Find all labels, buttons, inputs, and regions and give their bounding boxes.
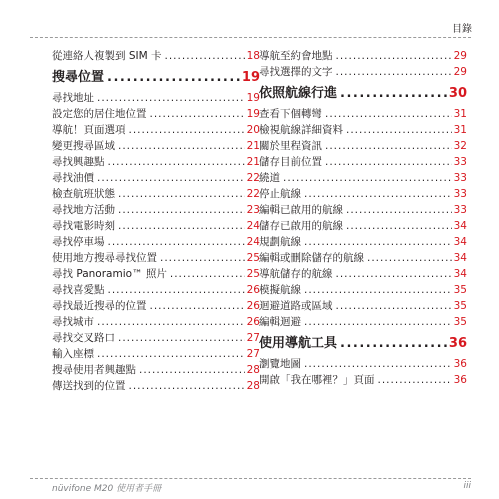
- toc-entry[interactable]: [52, 170, 260, 186]
- toc-entry[interactable]: [259, 170, 467, 186]
- toc-entry-title: 尋找興趣點: [52, 156, 105, 168]
- toc-section-heading[interactable]: [259, 332, 467, 356]
- toc-entry[interactable]: [259, 186, 467, 202]
- toc-entry[interactable]: [52, 362, 260, 378]
- toc-left-column: [52, 48, 260, 394]
- toc-page-number: 33: [453, 188, 467, 200]
- dot-leader: [118, 218, 245, 234]
- toc-entry[interactable]: [52, 48, 260, 64]
- toc-entry-title: 導航至約會地點: [259, 50, 333, 62]
- toc-page-number: 25: [246, 268, 260, 280]
- toc-page-number: 26: [246, 284, 260, 296]
- toc-entry-title: 編輯迴避: [259, 316, 301, 328]
- dot-leader: [108, 234, 245, 250]
- toc-entry[interactable]: [259, 282, 467, 298]
- dot-leader: [118, 186, 245, 202]
- header-divider: [30, 37, 471, 38]
- dot-leader: [336, 266, 452, 282]
- dot-leader: [165, 48, 245, 64]
- toc-entry-title: 規劃航線: [259, 236, 301, 248]
- dot-leader: [340, 82, 447, 106]
- toc-page-number: 26: [246, 316, 260, 328]
- toc-entry-title: 設定您的居住地位置: [52, 108, 147, 120]
- toc-entry-title: 尋找地址: [52, 92, 94, 104]
- toc-page-number: 32: [453, 140, 467, 152]
- dot-leader: [129, 122, 245, 138]
- dot-leader: [107, 66, 240, 90]
- dot-leader: [108, 282, 245, 298]
- toc-page-number: 33: [453, 172, 467, 184]
- toc-page-number: 35: [453, 284, 467, 296]
- toc-page-number: 25: [246, 252, 260, 264]
- toc-entry-title: 使用導航工具: [259, 336, 338, 351]
- toc-entry[interactable]: [259, 298, 467, 314]
- toc-page-number: 30: [448, 86, 467, 101]
- toc-page-number: 33: [453, 204, 467, 216]
- toc-entry[interactable]: [259, 138, 467, 154]
- toc-entry-title: 搜尋使用者興趣點: [52, 364, 136, 376]
- toc-section-heading[interactable]: [259, 82, 467, 106]
- dot-leader: [304, 356, 452, 372]
- dot-leader: [108, 154, 245, 170]
- toc-entry[interactable]: [259, 154, 467, 170]
- dot-leader: [118, 138, 245, 154]
- toc-entry-title: 變更搜尋區域: [52, 140, 115, 152]
- page-number: iii: [463, 481, 471, 491]
- dot-leader: [304, 186, 452, 202]
- toc-entry-title: 導航儲存的航線: [259, 268, 333, 280]
- toc-entry[interactable]: [259, 234, 467, 250]
- toc-entry-title: 繞道: [259, 172, 280, 184]
- toc-entry-title: 尋找地方活動: [52, 204, 115, 216]
- toc-page-number: 35: [453, 300, 467, 312]
- dot-leader: [340, 332, 447, 356]
- toc-entry[interactable]: [259, 64, 467, 80]
- dot-leader: [97, 314, 245, 330]
- toc-entry[interactable]: [259, 266, 467, 282]
- toc-entry[interactable]: [52, 218, 260, 234]
- dot-leader: [304, 314, 452, 330]
- toc-entry-title: 編輯已啟用的航線: [259, 204, 343, 216]
- toc-entry[interactable]: [259, 202, 467, 218]
- dot-leader: [118, 202, 245, 218]
- dot-leader: [367, 250, 452, 266]
- toc-entry[interactable]: [259, 250, 467, 266]
- toc-page-number: 29: [453, 66, 467, 78]
- dot-leader: [325, 138, 452, 154]
- toc-entry[interactable]: [259, 122, 467, 138]
- toc-page-number: 20: [246, 124, 260, 136]
- toc-page-number: 19: [246, 108, 260, 120]
- toc-entry[interactable]: [52, 138, 260, 154]
- toc-entry-title: 搜尋位置: [52, 70, 105, 85]
- toc-page-number: 29: [453, 50, 467, 62]
- dot-leader: [336, 48, 452, 64]
- toc-entry-title: 停止航線: [259, 188, 301, 200]
- toc-page-number: 36: [453, 358, 467, 370]
- toc-entry-title: 使用地方搜尋尋找位置: [52, 252, 157, 264]
- toc-page-number: 36: [448, 336, 467, 351]
- toc-page-number: 22: [246, 172, 260, 184]
- toc-entry[interactable]: [52, 282, 260, 298]
- toc-entry-title: 尋找電影時刻: [52, 220, 115, 232]
- toc-page-number: 35: [453, 316, 467, 328]
- toc-entry[interactable]: [52, 90, 260, 106]
- toc-entry-title: 模擬航線: [259, 284, 301, 296]
- dot-leader: [325, 154, 452, 170]
- toc-entry-title: 尋找停車場: [52, 236, 105, 248]
- dot-leader: [346, 202, 452, 218]
- dot-leader: [160, 250, 245, 266]
- toc-entry-title: 編輯或刪除儲存的航線: [259, 252, 364, 264]
- toc-entry-title: 導航！頁面選項: [52, 124, 126, 136]
- toc-page-number: 26: [246, 300, 260, 312]
- toc-page-number: 36: [453, 374, 467, 386]
- toc-page-number: 28: [246, 364, 260, 376]
- toc-page-number: 28: [246, 380, 260, 392]
- toc-page-number: 24: [246, 220, 260, 232]
- toc-page-number: 27: [246, 348, 260, 360]
- toc-entry[interactable]: [52, 330, 260, 346]
- toc-entry[interactable]: [52, 314, 260, 330]
- toc-entry-title: 尋找交叉路口: [52, 332, 115, 344]
- dot-leader: [129, 378, 245, 394]
- toc-page-number: 31: [453, 108, 467, 120]
- toc-entry-title: 檢視航線詳細資料: [259, 124, 343, 136]
- dot-leader: [118, 330, 245, 346]
- toc-entry-title: 儲存目前位置: [259, 156, 322, 168]
- toc-page-number: 23: [246, 204, 260, 216]
- dot-leader: [97, 346, 245, 362]
- toc-entry-title: 依照航線行進: [259, 86, 338, 101]
- dot-leader: [150, 298, 245, 314]
- dot-leader: [304, 234, 452, 250]
- toc-page-number: 21: [246, 140, 260, 152]
- toc-page-number: 19: [241, 70, 260, 85]
- toc-entry-title: 尋找城市: [52, 316, 94, 328]
- toc-entry[interactable]: [259, 48, 467, 64]
- toc-right-column: [259, 48, 467, 388]
- toc-entry[interactable]: [52, 378, 260, 394]
- toc-entry-title: 尋找喜愛點: [52, 284, 105, 296]
- dot-leader: [170, 266, 245, 282]
- header-title: 目錄: [452, 24, 472, 35]
- toc-entry[interactable]: [52, 122, 260, 138]
- footer-divider: [30, 478, 471, 479]
- toc-entry-title: 檢查航班狀態: [52, 188, 115, 200]
- toc-entry[interactable]: [52, 106, 260, 122]
- toc-page-number: 19: [246, 92, 260, 104]
- toc-entry[interactable]: [52, 298, 260, 314]
- toc-section-heading[interactable]: [52, 66, 260, 90]
- dot-leader: [97, 90, 245, 106]
- toc-entry[interactable]: [52, 266, 260, 282]
- toc-entry-title: 迴避道路或區域: [259, 300, 333, 312]
- toc-page-number: 34: [453, 268, 467, 280]
- dot-leader: [150, 106, 245, 122]
- toc-page-number: 24: [246, 236, 260, 248]
- toc-entry-title: 尋找油價: [52, 172, 94, 184]
- dot-leader: [325, 106, 452, 122]
- toc-entry-title: 瀏覽地圖: [259, 358, 301, 370]
- dot-leader: [139, 362, 245, 378]
- dot-leader: [283, 170, 452, 186]
- toc-entry-title: 尋找 Panoramio™ 照片: [52, 268, 167, 280]
- dot-leader: [378, 372, 452, 388]
- toc-entry-title: 尋找最近搜尋的位置: [52, 300, 147, 312]
- toc-page-number: 34: [453, 220, 467, 232]
- toc-page-number: 18: [246, 50, 260, 62]
- toc-entry-title: 傳送找到的位置: [52, 380, 126, 392]
- dot-leader: [346, 218, 452, 234]
- toc-entry-title: 儲存已啟用的航線: [259, 220, 343, 232]
- toc-entry[interactable]: [259, 356, 467, 372]
- toc-entry-title: 關於里程資訊: [259, 140, 322, 152]
- toc-entry-title: 從連絡人複製到 SIM 卡: [52, 50, 162, 62]
- toc-entry[interactable]: [52, 202, 260, 218]
- toc-entry[interactable]: [52, 154, 260, 170]
- toc-page-number: 34: [453, 252, 467, 264]
- toc-page-number: 31: [453, 124, 467, 136]
- toc-entry[interactable]: [259, 218, 467, 234]
- dot-leader: [304, 282, 452, 298]
- toc-entry[interactable]: [52, 250, 260, 266]
- toc-entry[interactable]: [52, 186, 260, 202]
- toc-entry[interactable]: [52, 346, 260, 362]
- dot-leader: [97, 170, 245, 186]
- toc-entry[interactable]: [259, 106, 467, 122]
- page-header: [0, 0, 499, 40]
- toc-page-number: 27: [246, 332, 260, 344]
- toc-entry-title: 尋找選擇的文字: [259, 66, 333, 78]
- toc-entry[interactable]: [259, 314, 467, 330]
- toc-entry-title: 輸入座標: [52, 348, 94, 360]
- dot-leader: [336, 64, 452, 80]
- dot-leader: [336, 298, 452, 314]
- toc-page-number: 22: [246, 188, 260, 200]
- dot-leader: [346, 122, 452, 138]
- manual-title: nüvifone M20 使用者手冊: [52, 484, 162, 494]
- toc-entry-title: 查看下個轉彎: [259, 108, 322, 120]
- toc-entry[interactable]: [52, 234, 260, 250]
- toc-entry-title: 開啟「我在哪裡？」頁面: [259, 374, 375, 386]
- toc-page-number: 33: [453, 156, 467, 168]
- toc-page-number: 34: [453, 236, 467, 248]
- toc-entry[interactable]: [259, 372, 467, 388]
- toc-page-number: 21: [246, 156, 260, 168]
